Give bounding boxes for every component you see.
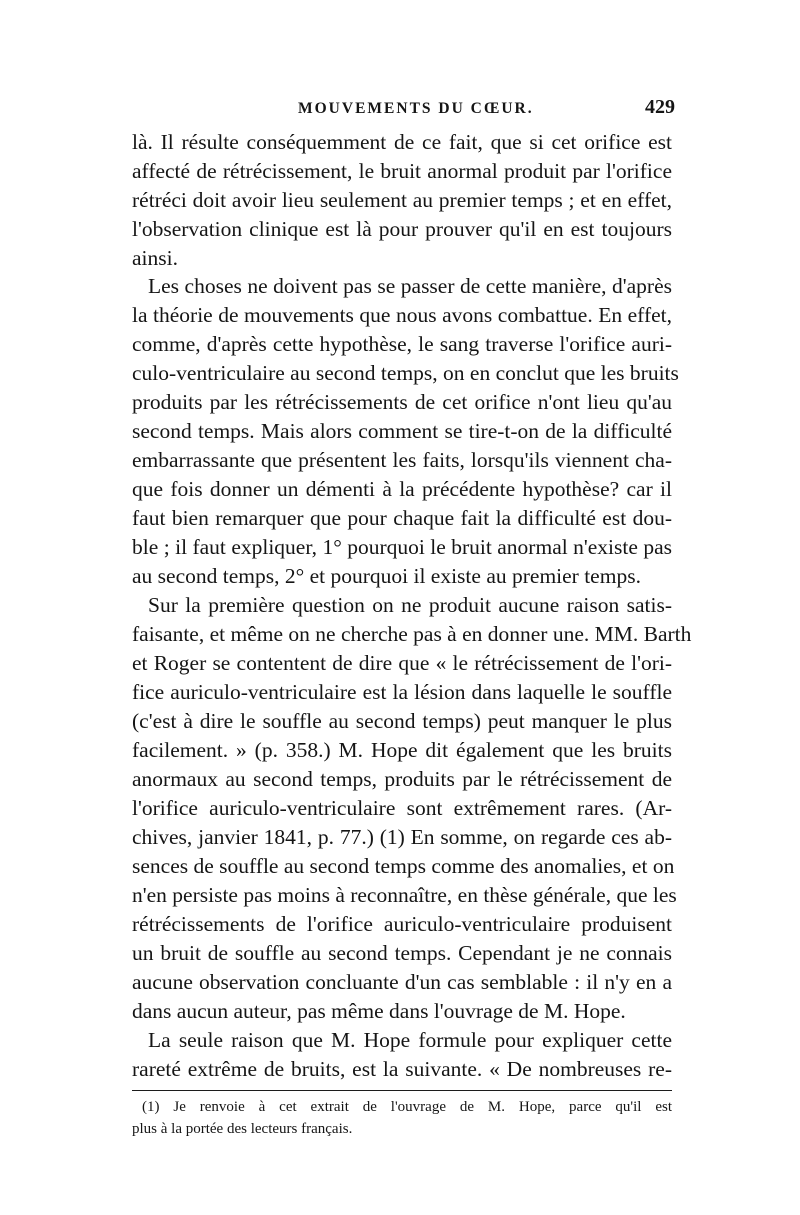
body-line: second temps. Mais alors comment se tire-t-on de la difficulté (132, 419, 672, 443)
body-line: et Roger se contentent de dire que « le rétrécissement de l'ori- (132, 651, 672, 675)
running-title: MOUVEMENTS DU CŒUR. (298, 100, 534, 117)
body-line: l'orifice auriculo-ventriculaire sont extrêmement rares. (Ar- (132, 796, 672, 820)
body-line: rareté extrême de bruits, est la suivante. « De nombreuses re- (132, 1057, 672, 1081)
body-line: chives, janvier 1841, p. 77.) (1) En somme, on regarde ces ab- (132, 825, 672, 849)
body-line: Sur la première question on ne produit aucune raison satis- (148, 593, 672, 617)
footnote-line: plus à la portée des lecteurs français. (132, 1121, 353, 1137)
body-line: rétrécissements de l'orifice auriculo-ventriculaire produisent (132, 912, 672, 936)
body-line: un bruit de souffle au second temps. Cependant je ne connais (132, 941, 672, 965)
body-line: embarrassante que présentent les faits, lorsqu'ils viennent cha- (132, 448, 672, 472)
body-line: aucune observation concluante d'un cas semblable : il n'y en a (132, 970, 672, 994)
body-line: fice auriculo-ventriculaire est la lésion dans laquelle le souffle (132, 680, 672, 704)
body-line: facilement. » (p. 358.) M. Hope dit également que les bruits (132, 738, 672, 762)
body-line: comme, d'après cette hypothèse, le sang traverse l'orifice auri- (132, 332, 672, 356)
body-line: (c'est à dire le souffle au second temps) peut manquer le plus (132, 709, 672, 733)
body-line: Les choses ne doivent pas se passer de cette manière, d'après (148, 274, 672, 298)
body-line: n'en persiste pas moins à reconnaître, en thèse générale, que les (132, 883, 677, 907)
body-line: faut bien remarquer que pour chaque fait la difficulté est dou- (132, 506, 672, 530)
body-line: dans aucun auteur, pas même dans l'ouvrage de M. Hope. (132, 999, 626, 1023)
footnote-line: (1) Je renvoie à cet extrait de l'ouvrage de M. Hope, parce qu'il est (142, 1099, 672, 1115)
body-line: affecté de rétrécissement, le bruit anormal produit par l'orifice (132, 159, 672, 183)
body-line: là. Il résulte conséquemment de ce fait, que si cet orifice est (132, 130, 672, 154)
body-line: faisante, et même on ne cherche pas à en donner une. MM. Barth (132, 622, 692, 646)
body-line: La seule raison que M. Hope formule pour expliquer cette (148, 1028, 672, 1052)
body-line: ainsi. (132, 246, 178, 270)
page-number: 429 (645, 96, 675, 118)
body-line: la théorie de mouvements que nous avons combattue. En effet, (132, 303, 672, 327)
body-line: l'observation clinique est là pour prouver qu'il en est toujours (132, 217, 672, 241)
body-line: que fois donner un démenti à la précédente hypothèse? car il (132, 477, 672, 501)
body-line: anormaux au second temps, produits par le rétrécissement de (132, 767, 672, 791)
body-line: rétréci doit avoir lieu seulement au premier temps ; et en effet, (132, 188, 672, 212)
body-line: ble ; il faut expliquer, 1° pourquoi le bruit anormal n'existe pas (132, 535, 672, 559)
body-line: culo-ventriculaire au second temps, on en conclut que les bruits (132, 361, 679, 385)
body-line: au second temps, 2° et pourquoi il existe au premier temps. (132, 564, 641, 588)
body-line: produits par les rétrécissements de cet orifice n'ont lieu qu'au (132, 390, 672, 414)
running-head (130, 94, 675, 124)
footnote-separator (132, 1090, 672, 1091)
body-line: sences de souffle au second temps comme des anomalies, et on (132, 854, 675, 878)
